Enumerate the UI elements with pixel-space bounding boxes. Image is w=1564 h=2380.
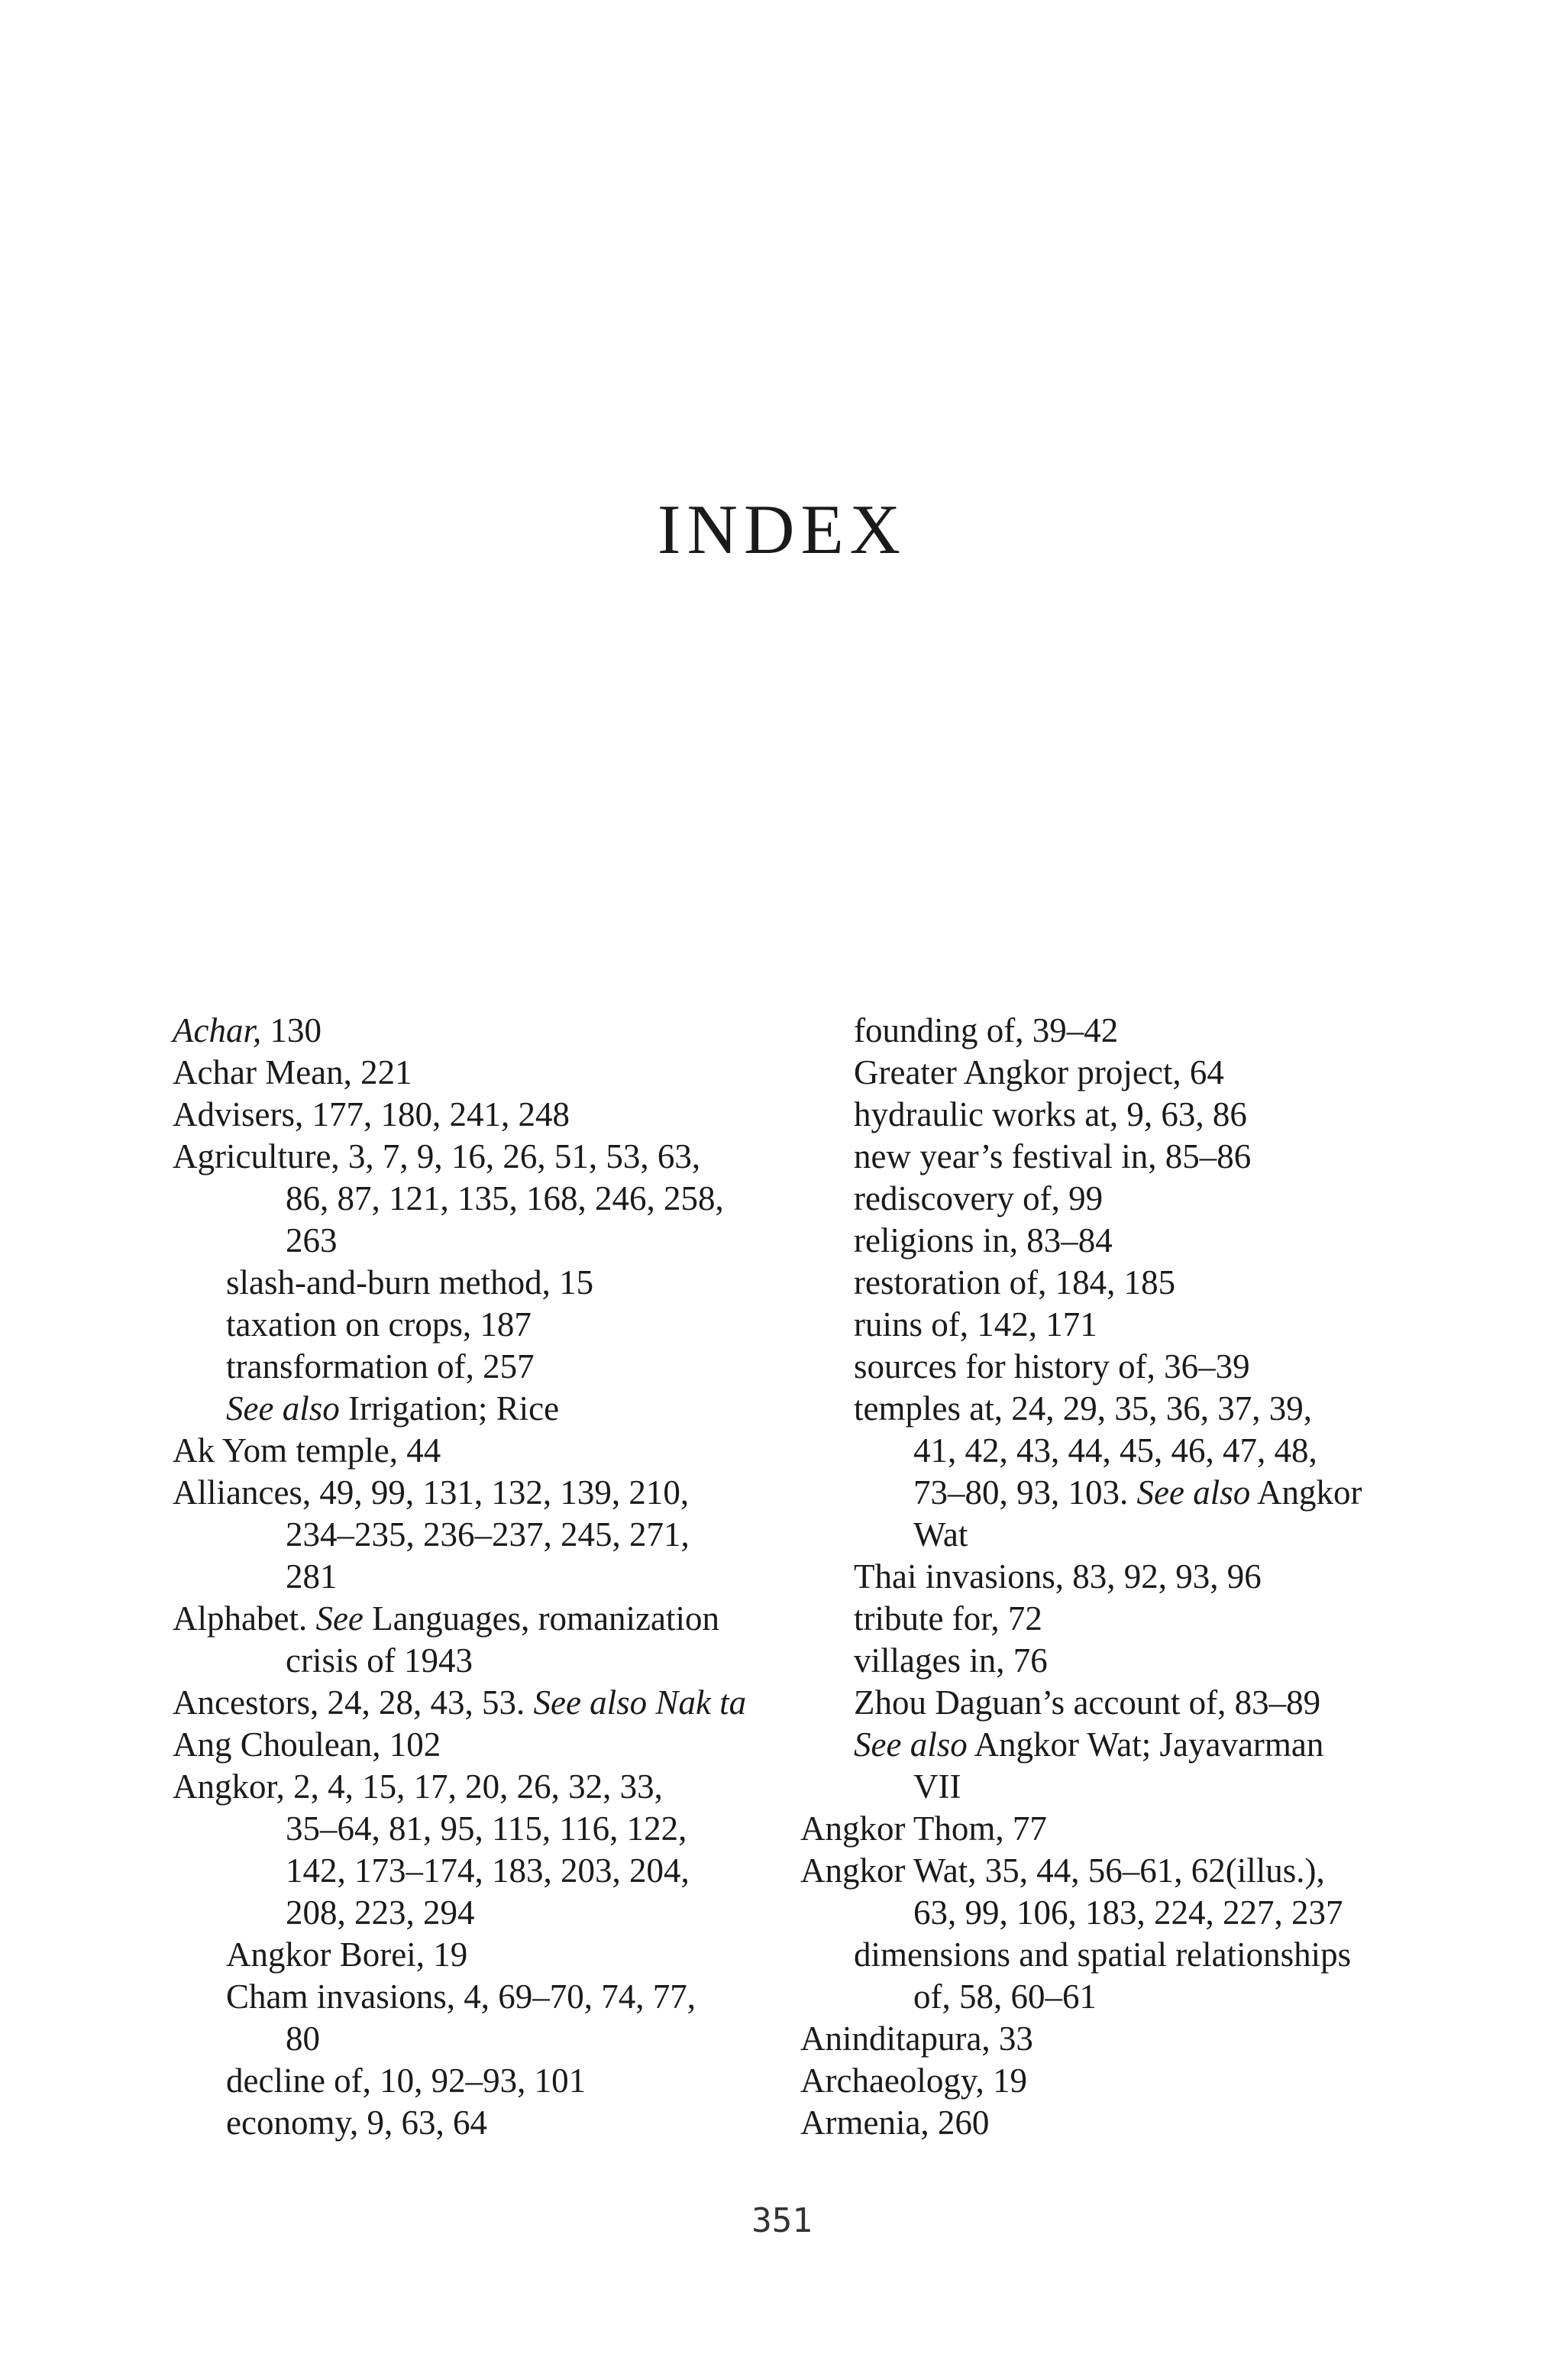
index-column-right bbox=[800, 1010, 1411, 2144]
index-subentry bbox=[800, 1220, 1411, 1262]
index-text: 142, 173–174, 183, 203, 204, bbox=[286, 1851, 690, 1890]
index-subentry bbox=[800, 1010, 1411, 1052]
index-entry bbox=[800, 2060, 1411, 2102]
index-subentry bbox=[173, 1346, 784, 1388]
page-title: INDEX bbox=[657, 490, 907, 568]
index-text: transformation of, 257 bbox=[226, 1347, 535, 1386]
index-text: 130 bbox=[261, 1011, 322, 1049]
index-text: tribute for, 72 bbox=[854, 1599, 1042, 1638]
index-text: See also bbox=[226, 1389, 340, 1428]
index-text: Wat bbox=[913, 1515, 968, 1554]
index-text: Angkor Thom, 77 bbox=[800, 1809, 1047, 1848]
index-continuation bbox=[800, 1976, 1411, 2018]
index-text: Alphabet. bbox=[173, 1599, 316, 1638]
index-continuation bbox=[173, 1220, 784, 1262]
index-text: 263 bbox=[286, 1221, 338, 1260]
index-text: Thai invasions, 83, 92, 93, 96 bbox=[854, 1557, 1262, 1596]
index-entry bbox=[173, 1472, 784, 1514]
index-text: VII bbox=[913, 1767, 961, 1806]
index-subentry bbox=[173, 1262, 784, 1304]
index-subentry bbox=[173, 1304, 784, 1346]
index-text: 208, 223, 294 bbox=[286, 1893, 475, 1932]
index-text: of, 58, 60–61 bbox=[913, 1977, 1097, 2016]
index-text: decline of, 10, 92–93, 101 bbox=[226, 2061, 586, 2100]
index-text: Ancestors, 24, 28, 43, 53. bbox=[173, 1683, 534, 1722]
index-entry bbox=[173, 1598, 784, 1640]
index-text: Zhou Daguan’s account of, 83–89 bbox=[854, 1683, 1321, 1722]
index-continuation bbox=[800, 1472, 1411, 1514]
index-text: slash-and-burn method, 15 bbox=[226, 1263, 594, 1302]
index-entry bbox=[173, 1724, 784, 1766]
index-text: Armenia, 260 bbox=[800, 2104, 990, 2142]
index-subentry bbox=[800, 1304, 1411, 1346]
index-text: Angkor, 2, 4, 15, 17, 20, 26, 32, 33, bbox=[173, 1767, 663, 1806]
index-continuation bbox=[173, 1640, 784, 1682]
index-text: Angkor Wat; Jayavarman bbox=[967, 1725, 1324, 1764]
index-entry bbox=[800, 2102, 1411, 2144]
index-text: Ak Yom temple, 44 bbox=[173, 1431, 441, 1470]
index-text: 86, 87, 121, 135, 168, 246, 258, bbox=[286, 1179, 724, 1217]
index-subentry bbox=[173, 1934, 784, 1976]
index-entry bbox=[173, 1136, 784, 1178]
index-text: Greater Angkor project, 64 bbox=[854, 1053, 1224, 1091]
index-subentry bbox=[800, 1178, 1411, 1220]
index-subentry bbox=[173, 1976, 784, 2018]
index-text: Agriculture, 3, 7, 9, 16, 26, 51, 53, 63, bbox=[173, 1137, 701, 1175]
index-entry bbox=[800, 1850, 1411, 1892]
index-subentry bbox=[800, 1136, 1411, 1178]
page-number: 351 bbox=[751, 2201, 813, 2240]
index-text: Advisers, 177, 180, 241, 248 bbox=[173, 1095, 570, 1133]
index-text: 41, 42, 43, 44, 45, 46, 47, 48, bbox=[913, 1431, 1317, 1470]
index-subentry bbox=[800, 1598, 1411, 1640]
index-text: 234–235, 236–237, 245, 271, bbox=[286, 1515, 690, 1554]
index-text: rediscovery of, 99 bbox=[854, 1179, 1104, 1217]
index-text: dimensions and spatial relationships bbox=[854, 1935, 1352, 1974]
index-continuation bbox=[173, 1178, 784, 1220]
index-subentry bbox=[800, 1052, 1411, 1094]
index-text: Irrigation; Rice bbox=[339, 1389, 560, 1428]
index-continuation bbox=[800, 1766, 1411, 1808]
index-text: hydraulic works at, 9, 63, 86 bbox=[854, 1095, 1247, 1133]
index-text: sources for history of, 36–39 bbox=[854, 1347, 1250, 1386]
index-continuation bbox=[173, 1808, 784, 1850]
index-entry bbox=[800, 1808, 1411, 1850]
index-entry bbox=[173, 1094, 784, 1136]
index-text: 281 bbox=[286, 1557, 338, 1596]
index-text: Archaeology, 19 bbox=[800, 2061, 1027, 2100]
index-text: villages in, 76 bbox=[854, 1641, 1048, 1680]
index-text: ruins of, 142, 171 bbox=[854, 1305, 1097, 1344]
index-text: See also bbox=[1136, 1473, 1251, 1512]
index-text: Aninditapura, 33 bbox=[800, 2019, 1033, 2058]
index-subentry bbox=[800, 1934, 1411, 1976]
index-continuation bbox=[173, 1892, 784, 1934]
index-subentry bbox=[800, 1556, 1411, 1598]
index-continuation bbox=[800, 1430, 1411, 1472]
index-text: 35–64, 81, 95, 115, 116, 122, bbox=[286, 1809, 687, 1848]
index-text: Angkor Borei, 19 bbox=[226, 1935, 468, 1974]
index-continuation bbox=[173, 1514, 784, 1556]
index-column-left bbox=[173, 1010, 784, 2144]
index-text: Angkor bbox=[1250, 1473, 1362, 1512]
index-text: Alliances, 49, 99, 131, 132, 139, 210, bbox=[173, 1473, 690, 1512]
index-text: religions in, 83–84 bbox=[854, 1221, 1113, 1260]
index-continuation bbox=[173, 2018, 784, 2060]
index-entry bbox=[173, 1682, 784, 1724]
index-continuation bbox=[173, 1556, 784, 1598]
index-subentry bbox=[173, 1388, 784, 1430]
index-subentry bbox=[173, 2060, 784, 2102]
index-text: 63, 99, 106, 183, 224, 227, 237 bbox=[913, 1893, 1343, 1932]
index-continuation bbox=[800, 1892, 1411, 1934]
index-entry bbox=[800, 2018, 1411, 2060]
index-subentry bbox=[800, 1094, 1411, 1136]
index-text: Cham invasions, 4, 69–70, 74, 77, bbox=[226, 1977, 696, 2016]
index-text: founding of, 39–42 bbox=[854, 1011, 1119, 1049]
index-text: taxation on crops, 187 bbox=[226, 1305, 532, 1344]
index-text: crisis of 1943 bbox=[286, 1641, 473, 1680]
index-text: Ang Choulean, 102 bbox=[173, 1725, 441, 1764]
index-text: Achar Mean, 221 bbox=[173, 1053, 412, 1091]
index-text: See also Nak ta bbox=[533, 1683, 747, 1722]
index-continuation bbox=[800, 1514, 1411, 1556]
index-continuation bbox=[173, 1850, 784, 1892]
index-subentry bbox=[800, 1682, 1411, 1724]
index-subentry bbox=[800, 1640, 1411, 1682]
index-text: new year’s festival in, 85–86 bbox=[854, 1137, 1252, 1175]
index-subentry bbox=[800, 1724, 1411, 1766]
index-entry bbox=[173, 1430, 784, 1472]
index-entry bbox=[173, 1766, 784, 1808]
index-subentry bbox=[173, 2102, 784, 2144]
index-text: Angkor Wat, 35, 44, 56–61, 62(illus.), bbox=[800, 1851, 1325, 1890]
index-subentry bbox=[800, 1346, 1411, 1388]
index-text: Languages, romanization bbox=[363, 1599, 719, 1638]
index-text: Achar, bbox=[173, 1011, 262, 1049]
index-text: restoration of, 184, 185 bbox=[854, 1263, 1176, 1302]
index-text: 73–80, 93, 103. bbox=[913, 1473, 1137, 1512]
index-subentry bbox=[800, 1388, 1411, 1430]
index-entry bbox=[173, 1010, 784, 1052]
index-text: 80 bbox=[286, 2019, 320, 2058]
index-text: See also bbox=[854, 1725, 968, 1764]
index-text: economy, 9, 63, 64 bbox=[226, 2104, 488, 2142]
index-text: See bbox=[315, 1599, 364, 1638]
index-entry bbox=[173, 1052, 784, 1094]
index-subentry bbox=[800, 1262, 1411, 1304]
index-text: temples at, 24, 29, 35, 36, 37, 39, bbox=[854, 1389, 1312, 1428]
